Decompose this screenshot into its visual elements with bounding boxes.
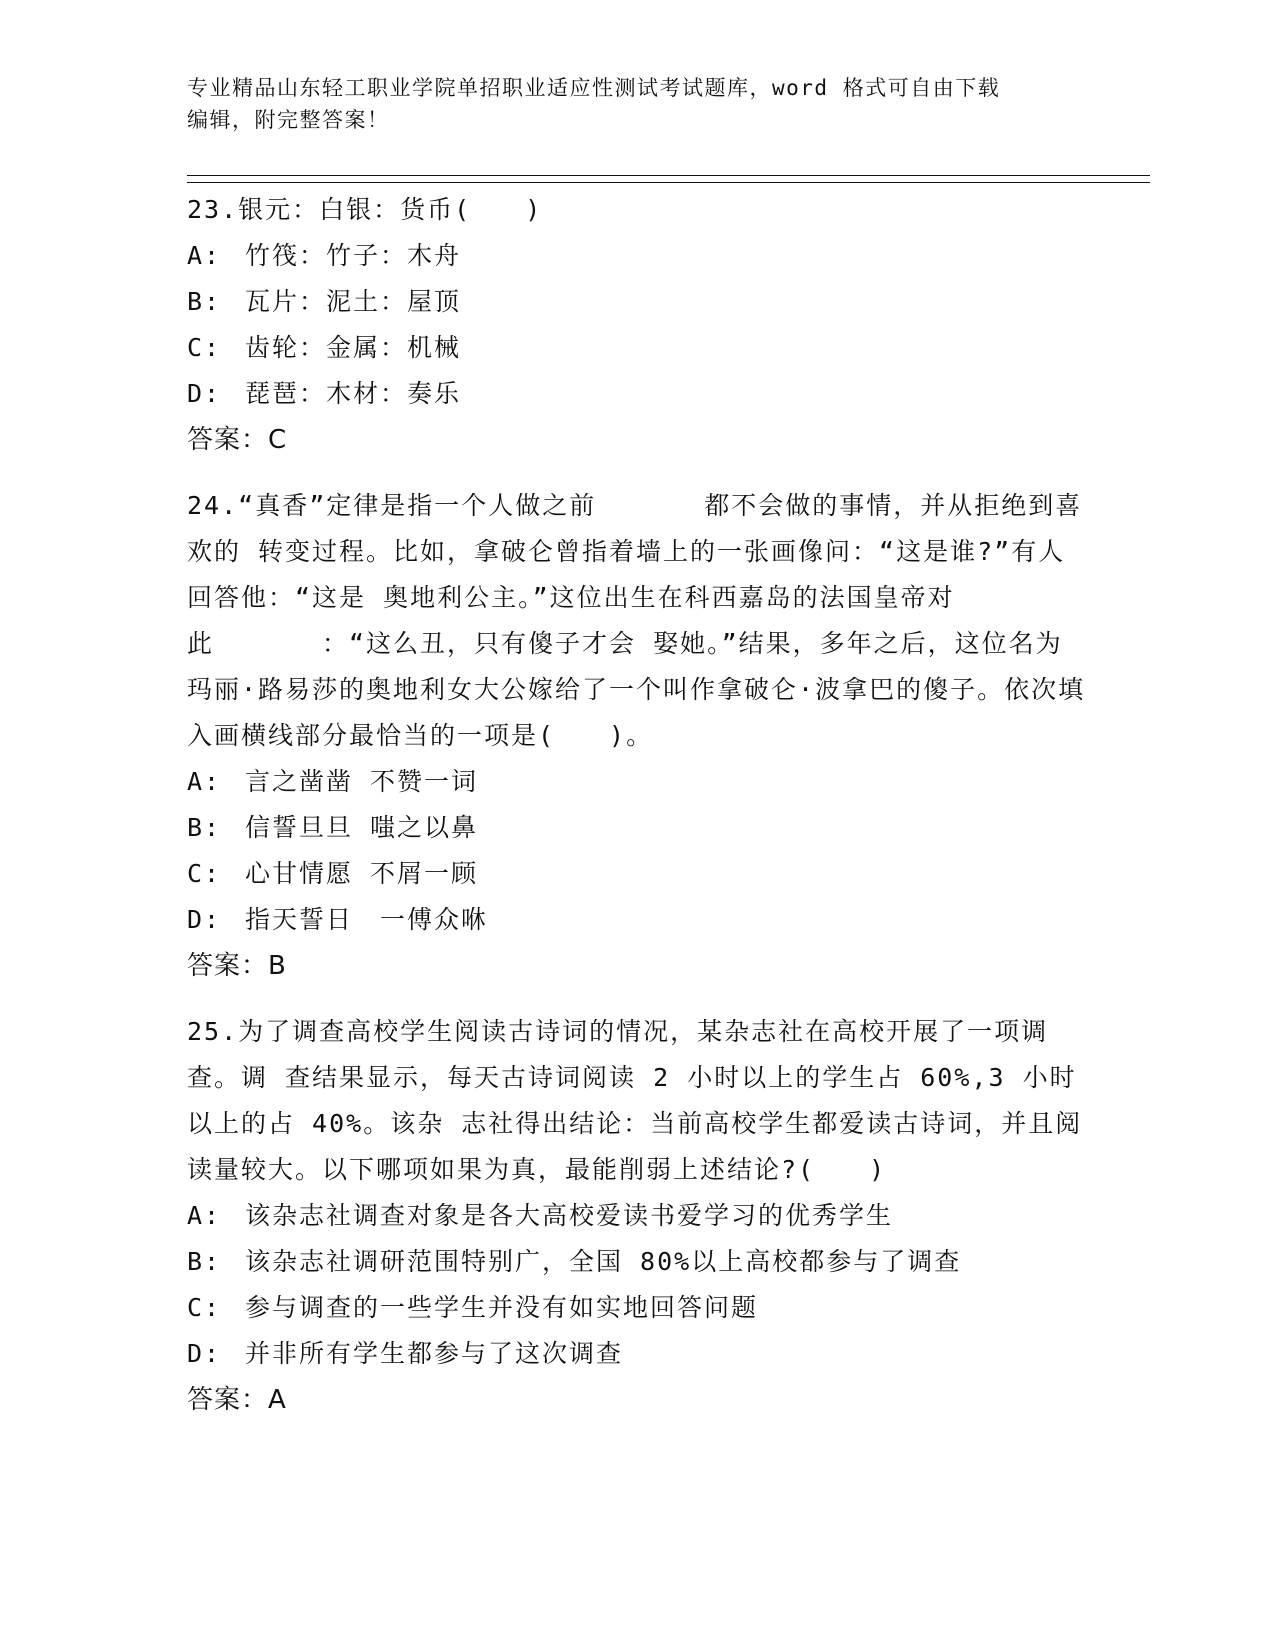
option-d [187,371,1087,417]
option-key: C: [187,333,222,362]
option-b [187,279,1087,325]
header-line-2: 编辑，附完整答案！ [187,108,390,132]
question-25 [187,1009,1087,1423]
option-text: 心甘情愿 不屑一顾 [245,859,479,888]
option-c [187,1285,1087,1331]
option-a [187,1193,1087,1239]
option-d [187,897,1087,943]
option-d [187,1331,1087,1377]
option-key: B: [187,287,222,316]
question-23 [187,187,1087,463]
header-divider-bottom [187,182,1150,183]
option-key: D: [187,379,222,408]
option-b [187,805,1087,851]
answer-line: 答案：A [187,1385,287,1415]
option-key: A: [187,767,222,796]
option-text: 该杂志社调查对象是各大高校爱读书爱学习的优秀学生 [245,1201,894,1230]
header-line-1: 专业精品山东轻工职业学院单招职业适应性测试考试题库，word 格式可自由下载 [187,76,1001,100]
option-text: 参与调查的一些学生并没有如实地回答问题 [245,1293,759,1322]
answer-line: 答案：C [187,425,288,455]
option-key: D: [187,905,222,934]
option-text: 瓦片：泥土：屋顶 [245,287,462,316]
option-text: 并非所有学生都参与了这次调查 [245,1339,624,1368]
question-stem: 25.为了调查高校学生阅读古诗词的情况，某杂志社在高校开展了一项调查。调 查结果显示，每天古诗词阅读 2 小时以上的学生占 60%,3 小时以上的占 40%。该杂 志社得出结论：当前高校学生都爱读古诗词，并且阅读量较大。以下哪项如果为真，最能削弱上述结论?( ) [187,1017,1083,1184]
option-text: 该杂志社调研范围特别广，全国 80%以上高校都参与了调查 [245,1247,962,1276]
answer-line: 答案：B [187,951,287,981]
option-key: B: [187,813,222,842]
option-c [187,851,1087,897]
question-stem: 24.“真香”定律是指一个人做之前 都不会做的事情，并从拒绝到喜欢的 转变过程。比如，拿破仑曾指着墙上的一张画像问：“这是谁?”有人回答他：“这是 奥地利公主。”这位出生在科西嘉岛的法国皇帝对此 ：“这么丑，只有傻子才会 娶她。”结果，多年之后，这位名为玛丽·路易莎的奥地利女大公嫁给了一个叫作拿破仑·波拿巴的傻子。依次填入画横线部分最恰当的一项是( )。 [187,491,1086,750]
option-key: C: [187,859,222,888]
option-a [187,233,1087,279]
question-list [187,187,1087,1443]
option-text: 齿轮：金属：机械 [245,333,462,362]
option-text: 指天誓日 一傅众咻 [245,905,489,934]
header-divider-top [187,175,1150,176]
option-key: D: [187,1339,222,1368]
option-key: A: [187,241,222,270]
option-key: B: [187,1247,222,1276]
option-text: 竹筏：竹子：木舟 [245,241,462,270]
option-b [187,1239,1087,1285]
option-text: 琵琶：木材：奏乐 [245,379,462,408]
question-24 [187,483,1087,989]
option-text: 言之凿凿 不赞一词 [245,767,479,796]
option-key: A: [187,1201,222,1230]
question-stem: 23.银元：白银：货币( ) [187,195,543,224]
option-text: 信誓旦旦 嗤之以鼻 [245,813,479,842]
option-key: C: [187,1293,222,1322]
option-c [187,325,1087,371]
page-header [187,72,1067,136]
option-a [187,759,1087,805]
